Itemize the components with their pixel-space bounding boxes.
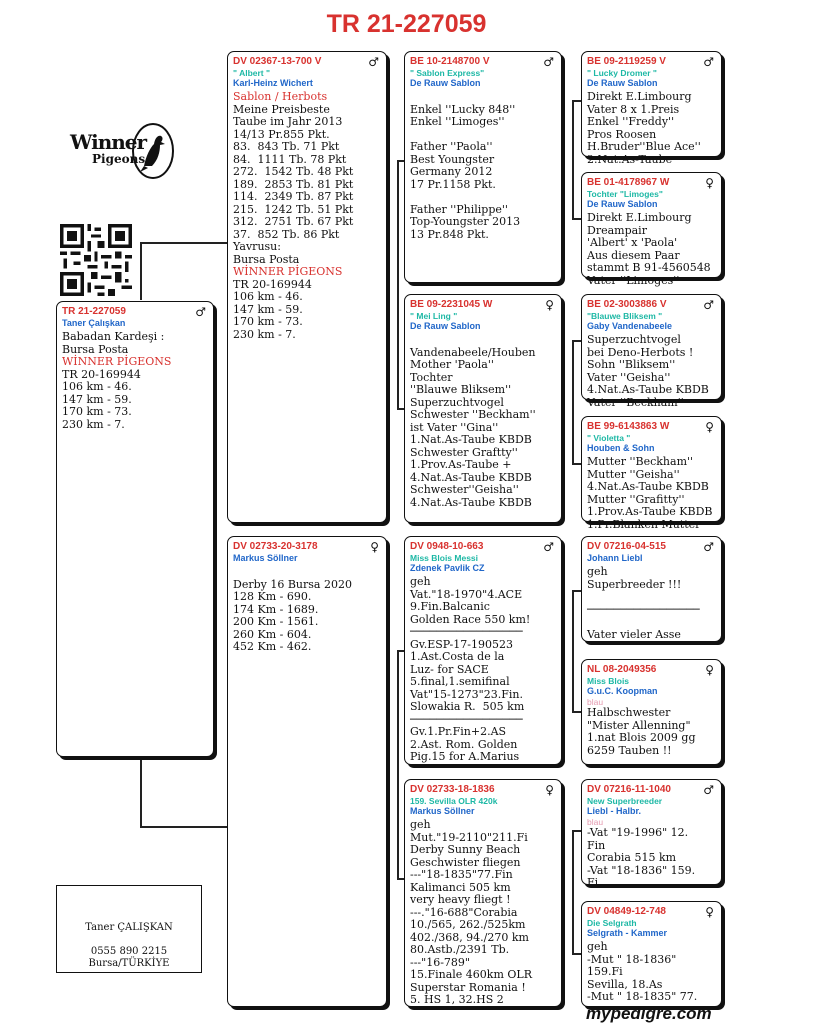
pedigree-notes: Halbschwester "Mister Allenning" 1.nat Blois 2009 gg 6259 Tauben !! xyxy=(587,706,696,757)
connector xyxy=(572,830,574,955)
ring-number: BE 02-3003886 V xyxy=(587,299,667,310)
pedigree-notes: Direkt E.Limbourg Vater 8 x 1.Preis Enkel ''Freddy'' Pros Roosen H.Bruder''Blue Ace'' 2.Nat.As-Taube xyxy=(587,90,701,166)
female-sex-icon: ♀ xyxy=(705,663,714,677)
card-mmf[interactable] xyxy=(581,779,722,889)
ring-number: DV 02367-13-700 V xyxy=(233,56,322,67)
owner-name: De Rauw Sablon xyxy=(410,78,481,88)
connector xyxy=(572,218,581,220)
pigeon-nickname: New Superbreeder xyxy=(587,796,663,806)
owner-name: Houben & Sohn xyxy=(587,443,655,453)
male-sex-icon: ♂ xyxy=(703,540,714,554)
connector xyxy=(572,340,581,342)
connector xyxy=(397,160,399,410)
ring-number: DV 04849-12-748 xyxy=(587,906,666,917)
logo-line1: Winner xyxy=(70,130,147,154)
loft-name: WİNNER PİGEONS xyxy=(62,355,172,368)
owner-name: Taner Çalışkan xyxy=(62,318,126,328)
connector xyxy=(572,100,574,220)
female-sex-icon: ♀ xyxy=(545,783,554,797)
pigeon-nickname: 159. Sevilla OLR 420k xyxy=(410,796,498,806)
pedigree-notes: Meine Preisbeste Taube im Jahr 2013 14/13 Pr.855 Pkt. 83. 843 Tb. 71 Pkt 84. 1111 Tb. 78 Pkt 272. 1542 Tb. 48 Pkt 189. 2853 Tb. 81 Pkt 114. 2349 Tb. 87 Pkt 215. 1242 Tb. 51 Pkt 312. 2751 Tb. 67 Pkt 37. 852 Tb. 86 Pkt Yavrusu: Bursa Posta xyxy=(233,102,354,266)
ring-number: BE 99-6143863 W xyxy=(587,421,670,432)
female-sex-icon: ♀ xyxy=(545,298,554,312)
pigeon-nickname: "Blauwe Bliksem " xyxy=(587,311,663,321)
pigeon-nickname: Miss Blois xyxy=(587,676,630,686)
ring-number: DV 07216-04-515 xyxy=(587,541,666,552)
connector xyxy=(572,100,581,102)
connector xyxy=(572,953,581,955)
male-sex-icon: ♂ xyxy=(368,55,379,69)
loft-name: WİNNER PİGEONS xyxy=(233,265,343,278)
ring-number: NL 08-2049356 xyxy=(587,664,657,675)
ring-number: DV 07216-11-1040 xyxy=(587,784,671,795)
owner-name: De Rauw Sablon xyxy=(410,321,481,331)
female-sex-icon: ♀ xyxy=(705,905,714,919)
logo-line2: Pigeons xyxy=(92,152,146,166)
connector xyxy=(572,463,581,465)
bloodline: Sablon / Herbots xyxy=(233,90,328,103)
connector xyxy=(572,340,574,465)
male-sex-icon: ♂ xyxy=(543,55,554,69)
ring-number: DV 02733-20-3178 xyxy=(233,541,318,552)
pigeon-nickname: " Sablon Express" xyxy=(410,68,485,78)
male-sex-icon: ♂ xyxy=(703,55,714,69)
connector xyxy=(140,755,142,827)
ring-number: TR 21-227059 xyxy=(62,306,126,317)
card-mmm[interactable] xyxy=(581,901,722,1007)
ring-number: BE 09-2119259 V xyxy=(587,56,666,67)
connector xyxy=(140,242,229,244)
connector xyxy=(572,830,581,832)
winner-pigeons-logo xyxy=(70,120,180,184)
pigeon-nickname: " Lucky Dromer " xyxy=(587,68,657,78)
card-mother[interactable] xyxy=(227,536,387,1007)
pedigree-notes: Babadan Kardeşi : Bursa Posta xyxy=(62,330,165,356)
card-fmf[interactable] xyxy=(581,294,722,409)
connector xyxy=(397,650,399,880)
pedigree-notes: geh -Mut " 18-1836" 159.Fi Sevilla, 18.As -Mut " 18-1835" 77. xyxy=(587,940,698,1003)
female-sex-icon: ♀ xyxy=(705,176,714,190)
card-mfm[interactable] xyxy=(581,659,722,765)
card-fmm[interactable] xyxy=(581,416,722,531)
female-sex-icon: ♀ xyxy=(705,420,714,434)
owner-name: Liebl - Halbr. xyxy=(587,806,642,816)
card-mother-mother[interactable] xyxy=(404,779,562,1007)
contact-name: Taner ÇALIŞKAN xyxy=(85,922,173,933)
page-title: TR 21-227059 xyxy=(326,10,487,38)
owner-name: Zdenek Pavlik CZ xyxy=(410,563,485,573)
pedigree-notes: Vandenabeele/Houben Mother 'Paola'' Tochter ''Blauwe Bliksem'' Superzuchtvogel Schwester ''Beckham'' ist Vater ''Gina'' 1.Nat.As-Taube KBDB Schwester Graftty'' 1.Prov.As-Taube + 4.Nat.As-Taube KBDB Schwester''Geisha'' 4.Nat.As-Taube KBDB xyxy=(410,345,536,509)
pigeon-emblem-icon xyxy=(130,122,176,180)
connector xyxy=(572,590,581,592)
connector xyxy=(572,711,581,713)
ring-number: BE 01-4178967 W xyxy=(587,177,670,188)
ring-number: DV 0948-10-663 xyxy=(410,541,484,552)
card-subject[interactable] xyxy=(56,301,214,757)
owner-name: Markus Söllner xyxy=(233,553,298,563)
contact-box xyxy=(56,885,202,973)
connector xyxy=(140,242,142,300)
card-ffm[interactable] xyxy=(581,172,722,287)
footer-brand[interactable]: mypedigre.com xyxy=(586,1004,712,1023)
pedigree-notes: geh Mut."19-2110"211.Fi Derby Sunny Beach Geschwister fliegen ---"18-1835"77.Fin Kalimanci 505 km very heavy fliegt ! ---."16-688"Corabia 10./565, 262./525km 402./368, 94./270 km 80.Astb./2391 Tb. ---"16-789" 15.Finale 460km OLR Superstar Romania ! 5. HS 1, 32.HS 2 xyxy=(410,818,533,1006)
pedigree-notes: -Vat "19-1996" 12. Fin Corabia 515 km -Vat "18-1836" 159. Fi xyxy=(587,826,696,889)
owner-name: Selgrath - Kammer xyxy=(587,928,668,938)
contact-city: Bursa/TÜRKİYE xyxy=(88,958,170,969)
male-sex-icon: ♂ xyxy=(195,305,206,319)
pedigree-notes: Derby 16 Bursa 2020 128 Km - 690. 174 Km - 1689. 200 Km - 1561. 260 Km - 604. 452 Km - 462. xyxy=(233,577,352,653)
contact-phone[interactable]: 0555 890 2215 xyxy=(90,946,168,957)
pigeon-nickname: " Albert " xyxy=(233,68,271,78)
pigeon-nickname: Miss Blois Messi xyxy=(410,553,479,563)
pedigree-notes: geh Superbreeder !!! ───────────────── Vater vieler Asse xyxy=(587,565,700,641)
card-father-father[interactable] xyxy=(404,51,562,283)
owner-name: De Rauw Sablon xyxy=(587,199,658,209)
owner-name: De Rauw Sablon xyxy=(587,78,658,88)
connector xyxy=(140,826,229,828)
pigeon-nickname: Tochter "Limoges" xyxy=(587,189,663,199)
owner-name: Gaby Vandenabeele xyxy=(587,321,673,331)
pedigree-notes: Direkt E.Limbourg Dreampair 'Albert' x 'Paola' Aus diesem Paar stammt B 91-4560548 Vater ''Limoges'' xyxy=(587,211,711,287)
owner-name: G.u.C. Koopman xyxy=(587,686,658,696)
card-mother-father[interactable] xyxy=(404,536,562,765)
race-results: TR 20-169944 106 km - 46. 147 km - 59. 170 km - 73. 230 km - 7. xyxy=(233,277,312,341)
plumage-color: blau xyxy=(587,817,604,827)
pedigree-notes: Mutter ''Beckham'' Mutter ''Geisha'' 4.Nat.As-Taube KBDB Mutter ''Grafitty'' 1.Prov.As-Taube KBDB 1.Pr.Blanken Mutter xyxy=(587,455,713,531)
owner-name: Markus Söllner xyxy=(410,806,475,816)
qr-code-icon[interactable] xyxy=(60,224,132,296)
ring-number: BE 10-2148700 V xyxy=(410,56,490,67)
race-results: TR 20-169944 106 km - 46. 147 km - 59. 170 km - 73. 230 km - 7. xyxy=(62,367,141,431)
female-sex-icon: ♀ xyxy=(370,540,379,554)
card-fff[interactable] xyxy=(581,51,722,166)
pedigree-notes: Superzuchtvogel bei Deno-Herbots ! Sohn ''Bliksem'' Vater ''Geisha'' 4.Nat.As-Taube KBDB Vater ''Beckham'' xyxy=(587,333,709,409)
pigeon-nickname: " Mei Ling " xyxy=(410,311,458,321)
pedigree-notes: Enkel ''Lucky 848'' Enkel ''Limoges'' Father ''Paola'' Best Youngster Germany 2012 17 Pr.1158 Pkt. Father ''Philippe'' Top-Youngster 2013 13 Pr.848 Pkt. xyxy=(410,102,521,241)
card-father-mother[interactable] xyxy=(404,294,562,523)
pedigree-notes: geh Vat."18-1970"4.ACE 9.Fin.Balcanic Golden Race 550 km! ───────────────── Gv.ESP-17-190523 1.Ast.Costa de la Luz- for SACE 5.final,1.semifinal Vat"15-1273"23.Fin. Slowakia R. 505 km ───────────────── Gv.1.Pr.Fin+2.AS 2.Ast. Rom. Golden Pig.15 for A.Marius xyxy=(410,575,531,763)
connector xyxy=(572,590,574,713)
male-sex-icon: ♂ xyxy=(703,783,714,797)
pigeon-nickname: " Violetta " xyxy=(587,433,631,443)
card-father[interactable] xyxy=(227,51,387,523)
ring-number: BE 09-2231045 W xyxy=(410,299,493,310)
card-mff[interactable] xyxy=(581,536,722,642)
male-sex-icon: ♂ xyxy=(703,298,714,312)
ring-number: DV 02733-18-1836 xyxy=(410,784,495,795)
pigeon-nickname: Die Selgrath xyxy=(587,918,637,928)
owner-name: Johann Liebl xyxy=(587,553,643,563)
owner-name: Karl-Heinz Wichert xyxy=(233,78,313,88)
male-sex-icon: ♂ xyxy=(543,540,554,554)
plumage-color: blau xyxy=(587,697,604,707)
